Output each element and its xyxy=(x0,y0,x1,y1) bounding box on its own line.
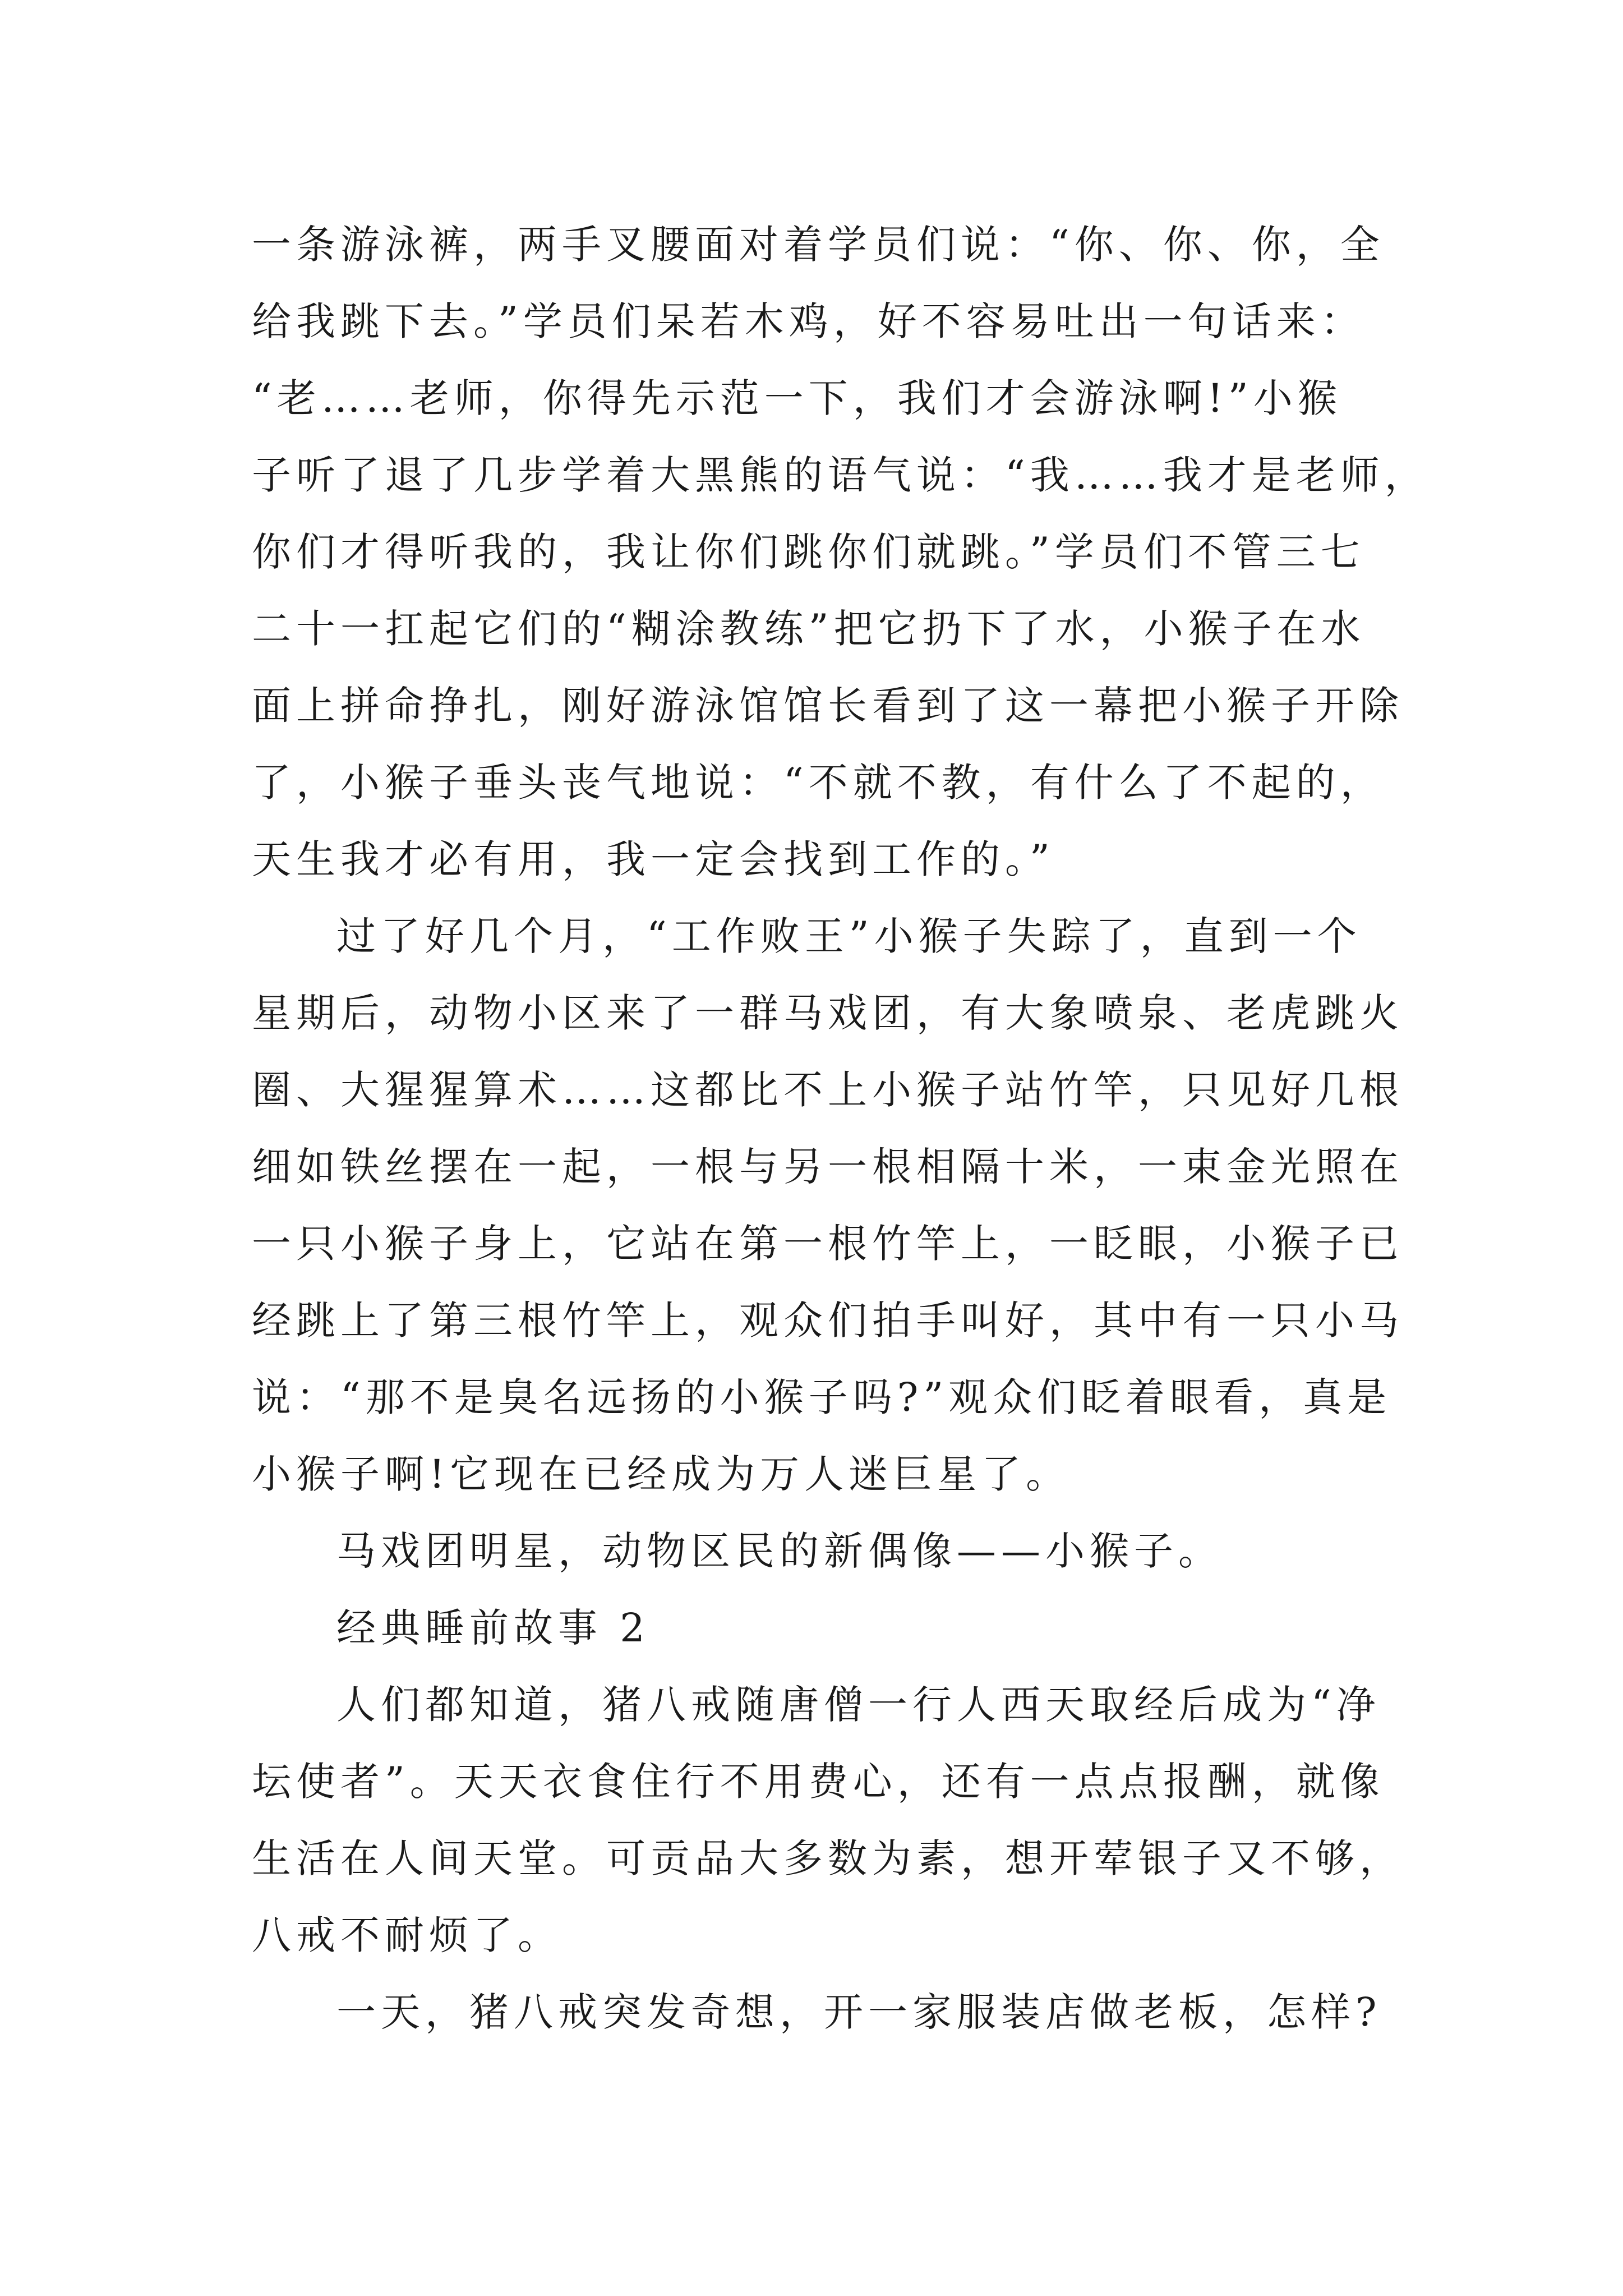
text-line: 你们才得听我的，我让你们跳你们就跳。”学员们不管三七 xyxy=(252,529,1365,575)
text-line: 八戒不耐烦了。 xyxy=(252,1912,562,1958)
text-line: 一只小猴子身上，它站在第一根竹竿上，一眨眼，小猴子已 xyxy=(252,1221,1404,1267)
paragraph-start-line: 过了好几个月，“工作败王”小猴子失踪了，直到一个 xyxy=(336,913,1362,959)
text-line: 经跳上了第三根竹竿上，观众们拍手叫好，其中有一只小马 xyxy=(252,1297,1404,1343)
text-line: 说：“那不是臭名远扬的小猴子吗?”观众们眨着眼看，真是 xyxy=(252,1374,1392,1420)
text-line: 坛使者”。天天衣食住行不用费心，还有一点点报酬，就像 xyxy=(252,1759,1385,1805)
text-line: 细如铁丝摆在一起，一根与另一根相隔十米，一束金光照在 xyxy=(252,1144,1404,1190)
text-line: 一条游泳裤，两手叉腰面对着学员们说：“你、你、你，全 xyxy=(252,222,1385,268)
text-line: 圈、大猩猩算术……这都比不上小猴子站竹竿，只见好几根 xyxy=(252,1067,1404,1113)
text-line: “老……老师，你得先示范一下，我们才会游泳啊!”小猴 xyxy=(252,375,1342,421)
text-line: 二十一扛起它们的“糊涂教练”把它扔下了水，小猴子在水 xyxy=(252,606,1366,652)
paragraph-start-line: 一天，猪八戒突发奇想，开一家服装店做老板，怎样? xyxy=(336,1989,1382,2035)
text-line: 子听了退了几步学着大黑熊的语气说：“我……我才是老师， xyxy=(252,452,1429,498)
text-line: 星期后，动物小区来了一群马戏团，有大象喷泉、老虎跳火 xyxy=(252,990,1404,1036)
text-line: 天生我才必有用，我一定会找到工作的。” xyxy=(252,836,1055,882)
paragraph-start-line: 马戏团明星，动物区民的新偶像——小猴子。 xyxy=(336,1528,1223,1574)
text-line: 面上拼命挣扎，刚好游泳馆馆长看到了这一幕把小猴子开除 xyxy=(252,683,1404,729)
story-text xyxy=(252,206,1429,2051)
text-line: 生活在人间天堂。可贡品大多数为素，想开荤银子又不够， xyxy=(252,1835,1404,1881)
story-heading: 经典睡前故事 2 xyxy=(336,1605,650,1651)
text-line: 给我跳下去。”学员们呆若木鸡，好不容易吐出一句话来： xyxy=(252,298,1365,344)
text-line: 小猴子啊!它现在已经成为万人迷巨星了。 xyxy=(252,1451,1071,1497)
paragraph-start-line: 人们都知道，猪八戒随唐僧一行人西天取经后成为“净 xyxy=(336,1682,1381,1728)
text-line: 了，小猴子垂头丧气地说：“不就不教，有什么了不起的， xyxy=(252,760,1385,806)
